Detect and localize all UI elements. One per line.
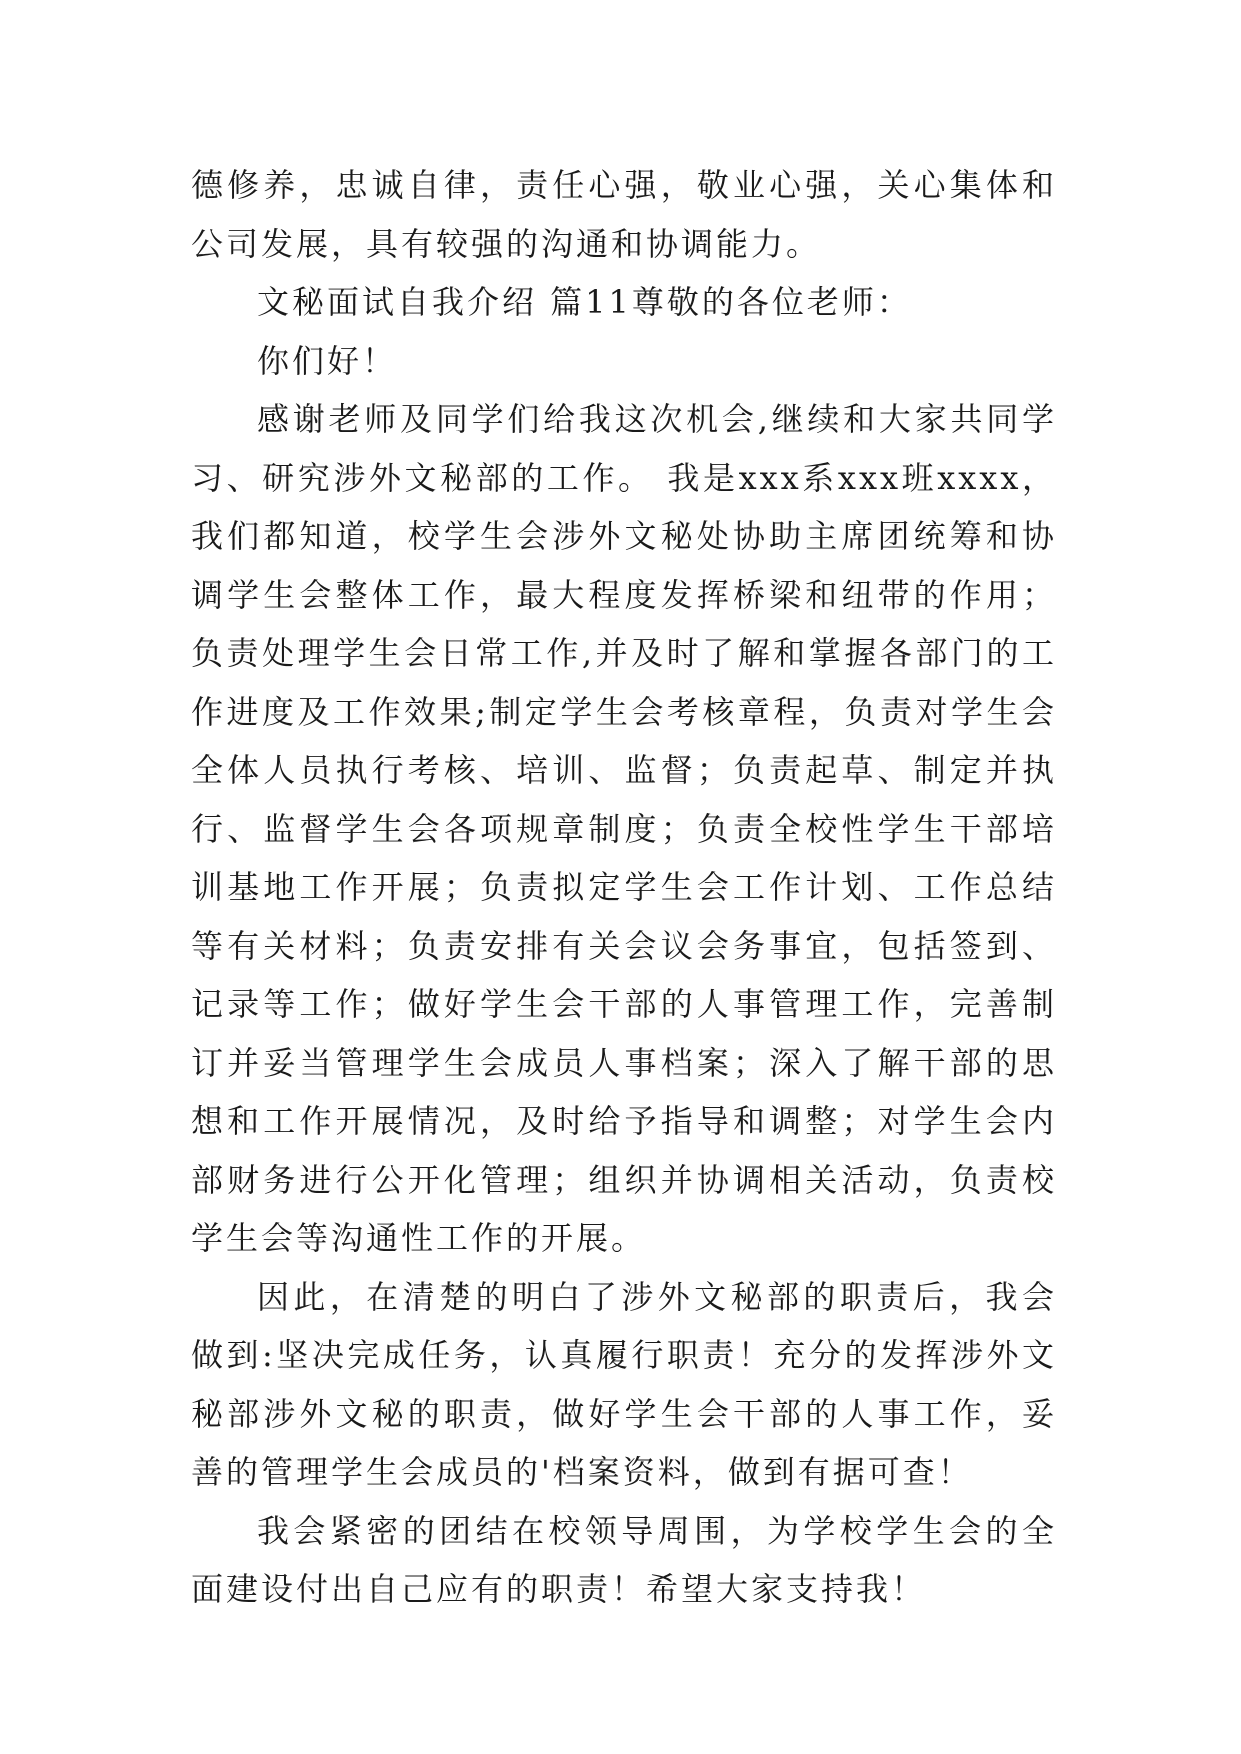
paragraph-4: 感谢老师及同学们给我这次机会,继续和大家共同学习、研究涉外文秘部的工作。 我是xxx系xxx班xxxx，我们都知道，校学生会涉外文秘处协助主席团统筹和协调学生会整体工作，最大程度发挥桥梁和纽带的作用；负责处理学生会日常工作,并及时了解和掌握各部门的工作进度及工作效果;制定学生会考核章程，负责对学生会全体人员执行考核、培训、监督；负责起草、制定并执行、监督学生会各项规章制度；负责全校性学生干部培训基地工作开展；负责拟定学生会工作计划、工作总结等有关材料；负责安排有关会议会务事宜，包括签到、记录等工作；做好学生会干部的人事管理工作，完善制订并妥当管理学生会成员人事档案；深入了解干部的思想和工作开展情况，及时给予指导和调整；对学生会内部财务进行公开化管理；组织并协调相关活动，负责校学生会等沟通性工作的开展。 [191,400,1057,1257]
paragraph-6: 我会紧密的团结在校领导周围，为学校学生会的全面建设付出自己应有的职责！希望大家支持我！ [191,1511,1057,1608]
paragraph-5: 因此，在清楚的明白了涉外文秘部的职责后，我会做到:坚决完成任务，认真履行职责！充分的发挥涉外文秘部涉外文秘的职责，做好学生会干部的人事工作，妥善的管理学生会成员的'档案资料，做到有据可查！ [191,1277,1057,1491]
document-body [191,156,1057,1619]
paragraph-3: 你们好！ [257,341,398,380]
paragraph-2: 文秘面试自我介绍 篇11尊敬的各位老师： [257,283,912,321]
paragraph-1: 德修养，忠诚自律，责任心强，敬业心强，关心集体和公司发展，具有较强的沟通和协调能力。 [191,166,1057,263]
